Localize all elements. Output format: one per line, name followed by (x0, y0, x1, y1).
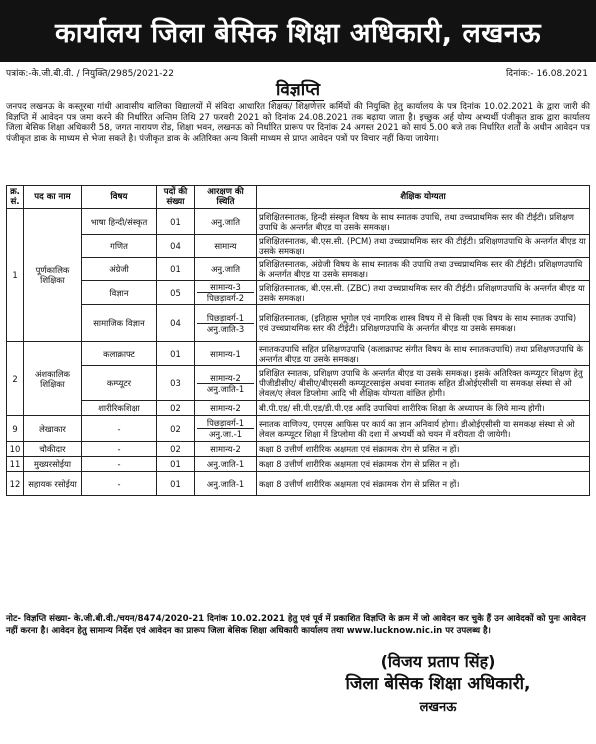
reservation-entry: अनु.जाति (210, 264, 241, 274)
header-reservation: आरक्षण की स्थिति (195, 186, 257, 209)
qualification-cell: बी.पी.एड/ सी.पी.एड/डी.पी.एड आदि उपाधियां शारीरिक शिक्षा के अध्यापन के लिये मान्य होगी। (257, 401, 590, 416)
header-post: पद का नाम (24, 186, 82, 209)
post-name-cell: अंशकालिक शिक्षिका (24, 342, 82, 416)
qualification-cell: प्रशिक्षितस्नातक, बी.एस.सी. (PCM) तथा उच्चप्राथमिक स्तर की टीईटी। प्रशिक्षणउपाधि के अन्तर्गत बीएड या उसके समकक्ष। (257, 235, 590, 258)
post-count-cell: 01 (157, 472, 195, 496)
table-row (7, 342, 590, 366)
reservation-cell (195, 416, 257, 442)
subject-cell: - (82, 416, 157, 442)
post-name-cell: पूर्णकालिक शिक्षिका (24, 209, 82, 342)
subject-cell: - (82, 442, 157, 457)
serial-number-cell: 1 (7, 209, 24, 342)
notice-title-wrap (0, 80, 596, 101)
table-row (7, 235, 590, 258)
post-count-cell: 02 (157, 416, 195, 442)
signatory-designation: जिला बेसिक शिक्षा अधिकारी, (345, 674, 531, 694)
reservation-cell (195, 342, 257, 366)
reservation-cell (195, 305, 257, 342)
qualification-cell: कक्षा 8 उत्तीर्ण शारीरिक अक्षमता एवं संक्रामक रोग से प्रसित न हों। (257, 442, 590, 457)
table-row (7, 457, 590, 472)
reservation-entry: पिछड़ावर्ग-1 (206, 418, 245, 428)
post-name-cell: लेखाकार (24, 416, 82, 442)
subject-cell: - (82, 457, 157, 472)
table-header-row (7, 186, 590, 209)
reservation-entry: सामान्य-2 (210, 403, 241, 413)
subject-cell: कलाक्राफ्ट (82, 342, 157, 366)
subject-cell: भाषा हिन्दी/संस्कृत (82, 209, 157, 235)
qualification-cell: कक्षा 8 उत्तीर्ण शारीरिक अक्षमता एवं संक्रामक रोग से प्रसित न हों। (257, 472, 590, 496)
reservation-cell (195, 258, 257, 281)
notice-title: विज्ञप्ति (272, 80, 324, 101)
reservation-entry: अनु.जा.-1 (197, 428, 254, 439)
table-row (7, 258, 590, 281)
reservation-entry: पिछड़ावर्ग-2 (197, 292, 254, 303)
post-count-cell: 01 (157, 342, 195, 366)
table-row (7, 442, 590, 457)
post-name-cell: मुख्यरसोईया (24, 457, 82, 472)
reservation-entry: पिछड़ावर्ग-1 (206, 312, 245, 323)
serial-number-cell: 2 (7, 342, 24, 416)
signatory-name: (विजय प्रताप सिंह) (380, 652, 496, 671)
reservation-cell (195, 457, 257, 472)
reservation-cell (195, 281, 257, 305)
post-count-cell: 04 (157, 305, 195, 342)
reservation-entry: अनु.जाति (210, 216, 241, 227)
qualification-cell: स्नातकउपाधि सहित प्रशिक्षणउपाधि (कलाक्राफ्ट संगीत विषय के साथ स्नातकउपाधि) तथा प्रशिक्षणउपाधि के अन्तर्गत बीएड या उसके समकक्ष। (257, 342, 590, 366)
reservation-cell (195, 366, 257, 401)
subject-cell: विज्ञान (82, 281, 157, 305)
vacancy-table (6, 185, 590, 496)
post-count-cell: 05 (157, 281, 195, 305)
office-header-banner (0, 0, 596, 62)
reference-date: दिनांक:- 16.08.2021 (505, 69, 588, 79)
post-count-cell: 01 (157, 209, 195, 235)
qualification-cell: प्रशिक्षितस्नातक, बी.एस.सी. (ZBC) तथा उच्चप्राथमिक स्तर की टीईटी। प्रशिक्षणउपाधि के अन्तर्गत बीएड या उसके समकक्ष। (257, 281, 590, 305)
post-count-cell: 03 (157, 366, 195, 401)
signatory-place: लखनऊ (419, 700, 457, 715)
post-count-cell: 02 (157, 401, 195, 416)
reservation-entry: अनु.जाति-1 (206, 459, 245, 469)
qualification-cell: प्रशिक्षितस्नातक, अंग्रेजी विषय के साथ स्नातक की उपाधि तथा उच्चप्राथमिक स्तर की टीईटी। प्रशिक्षणउपाधि के अन्तर्गत बीएड या उसके समकक्ष। (257, 258, 590, 281)
subject-cell: गणित (82, 235, 157, 258)
note-paragraph: नोट- विज्ञप्ति संख्या- के.जी.बी.वी./चयन/8474/2020-21 दिनांक 10.02.2021 हेतु एवं पूर्व में प्रकाशित विज्ञप्ति के क्रम में जो आवेदन कर चुके हैं उन आवेदकों को पुनः आवेदन नहीं करना है। आवेदन हेतु सामान्य निर्देश एवं आवेदन का प्रारूप जिला बेसिक शिक्षा अधिकारी कार्यालय तथा www.lucknow.nic.in पर उपलब्ध है। (6, 614, 586, 636)
qualification-cell: प्रशिक्षितस्नातक, (इतिहास भूगोल एवं नागरिक शास्त्र विषय में से किसी एक विषय के साथ स्नातक उपाधि) एवं उच्चप्राथमिक स्तर की टीईटी। प्रशिक्षणउपाधि के अन्तर्गत बीएड या उसके समकक्ष। (257, 305, 590, 342)
table-row (7, 281, 590, 305)
table-row (7, 305, 590, 342)
subject-cell: कम्प्यूटर (82, 366, 157, 401)
post-count-cell: 04 (157, 235, 195, 258)
post-count-cell: 01 (157, 258, 195, 281)
subject-cell: - (82, 472, 157, 496)
reservation-cell (195, 401, 257, 416)
table-row (7, 472, 590, 496)
reservation-entry: सामान्य-2 (210, 372, 241, 383)
reservation-cell (195, 442, 257, 457)
serial-number-cell: 12 (7, 472, 24, 496)
table-row (7, 401, 590, 416)
reservation-entry: सामान्य (214, 241, 237, 251)
signature-block (308, 650, 568, 719)
post-count-cell: 01 (157, 457, 195, 472)
post-name-cell: सहायक रसोईया (24, 472, 82, 496)
reference-number: पत्रांक:-के.जी.बी.वी. / नियुक्ति/2985/2021-22 (6, 69, 174, 79)
reservation-cell (195, 235, 257, 258)
reservation-entry: सामान्य-3 (210, 282, 241, 292)
header-count: पदों की संख्या (157, 186, 195, 209)
header-subject: विषय (82, 186, 157, 209)
header-sno: क्र. सं. (7, 186, 24, 209)
table-row (7, 366, 590, 401)
table-row (7, 416, 590, 442)
post-count-cell: 02 (157, 442, 195, 457)
reservation-cell (195, 209, 257, 235)
header-qualification: शैक्षिक योग्यता (257, 186, 590, 209)
intro-paragraph: जनपद लखनऊ के कस्तूरबा गांधी आवासीय बालिका विद्यालयों में संविदा आधारित शिक्षक/ शिक्षणेत्तर कर्मियों की नियुक्ति हेतु कार्यालय के पत्र दिनांक 10.02.2021 के द्वारा जारी की विज्ञप्ति में आवेदन पत्र जमा करने की निर्धारित अन्तिम तिथि 27 फरवरी 2021 को दिनांक 24.08.2021 तक बढ़ाया जाता है। इच्छुक अर्ह योग्य अभ्यर्थी पंजीकृत डाक द्वारा कार्यालय जिला बेसिक शिक्षा अधिकारी 58, जगत नारायण रोड, शिक्षा भवन, लखनऊ को निर्धारित प्रारूप पर दिनांक 24 अगस्त 2021 को सायं 5.00 बजे तक निर्धारित शर्तों के अधीन आवेदन पत्र पंजीकृत डाक के माध्यम से भेजा सकते है। पंजीकृत डाक के अतिरिक्त अन्य किसी माध्यम से प्राप्त आवेदन पत्रों पर विचार नहीं किया जायेगा। (6, 102, 590, 144)
qualification-cell: कक्षा 8 उत्तीर्ण शारीरिक अक्षमता एवं संक्रामक रोग से प्रसित न हों। (257, 457, 590, 472)
subject-cell: अंग्रेजी (82, 258, 157, 281)
reservation-entry: अनु.जाति-1 (206, 478, 245, 489)
table-row (7, 209, 590, 235)
office-name: कार्यालय जिला बेसिक शिक्षा अधिकारी, लखनऊ (54, 17, 542, 49)
reservation-entry: सामान्य-1 (210, 348, 241, 359)
qualification-cell: प्रशिक्षित स्नातक, प्रशिक्षण उपाधि के अन्तर्गत बीएड या उसके समकक्ष। इसके अतिरिक्त कम्प्यूटर शिक्षण हेतु पीजीडीसीए/ बीसीए/बीएससी कम्प्यूटरसाइंस अथवा स्नातक सहित डीओईएसीसी या समकक्ष संस्था से ओ लेवल/ए लेवल डिप्लोमा आदि भी शैक्षिक योग्यता वांछित होगी। (257, 366, 590, 401)
serial-number-cell: 11 (7, 457, 24, 472)
post-name-cell: चौकीदार (24, 442, 82, 457)
serial-number-cell: 9 (7, 416, 24, 442)
reservation-entry: अनु.जाति-1 (197, 383, 254, 394)
reservation-cell (195, 472, 257, 496)
table-body (7, 209, 590, 496)
subject-cell: शारीरिकशिक्षा (82, 401, 157, 416)
reservation-entry: सामान्य-2 (210, 444, 241, 454)
reference-line (6, 66, 588, 80)
serial-number-cell: 10 (7, 442, 24, 457)
reservation-entry: अनु.जाति-3 (197, 323, 254, 334)
subject-cell: सामाजिक विज्ञान (82, 305, 157, 342)
qualification-cell: प्रशिक्षितस्नातक, हिन्दी संस्कृत विषय के साथ स्नातक उपाधि, तथा उच्चप्राथमिक स्तर की टीईटी। प्रशिक्षण उपाधि के अन्तर्गत बीएड या उसके समकक्ष। (257, 209, 590, 235)
qualification-cell: स्नातक वाणिज्य, एमएस आफिस पर कार्य का ज्ञान अनिवार्य होगा। डीओईएसीसी या समकक्ष संस्था से ओ लेवल कम्प्यूटर शिक्षा में डिप्लोमा की दशा में अभ्यर्थी को चयन में वरीयता दी जायेगी। (257, 416, 590, 442)
